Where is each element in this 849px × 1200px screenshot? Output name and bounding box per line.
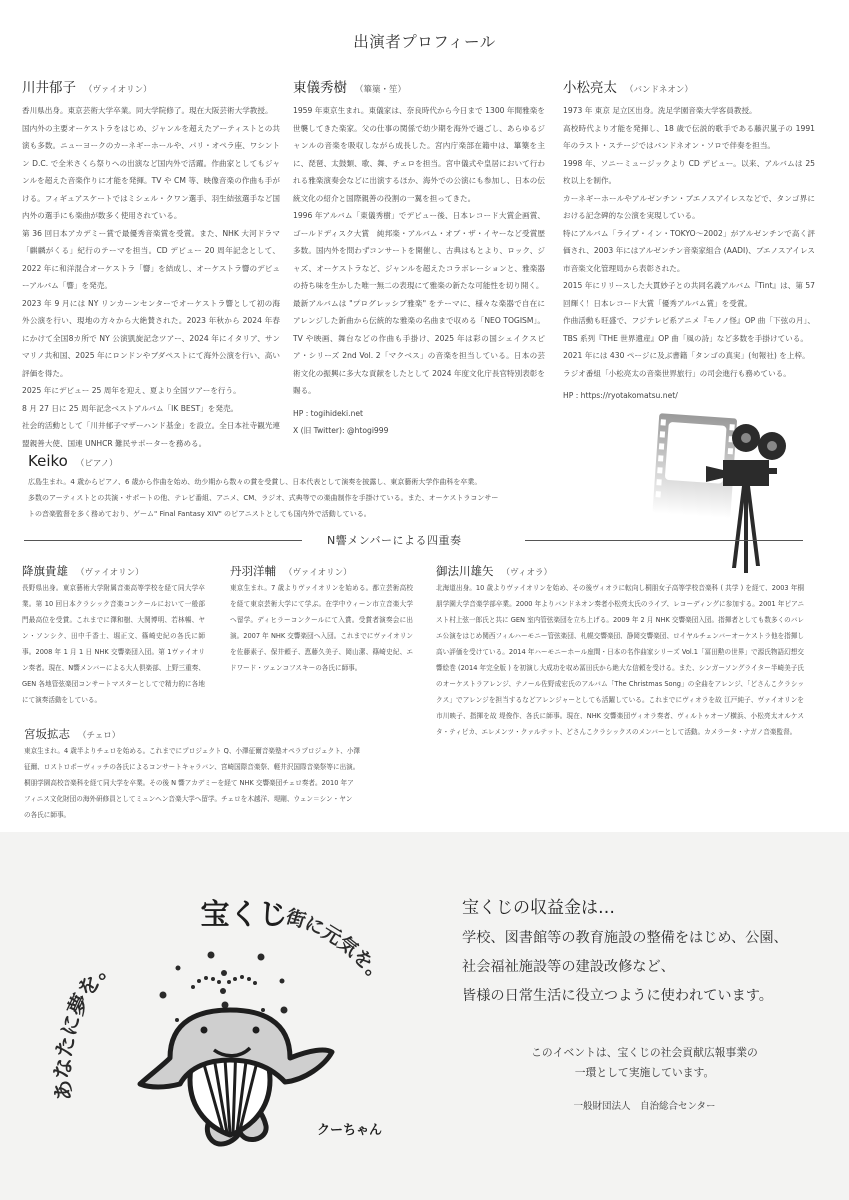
bio-line: 征爾、ロストロポーヴィッチの各氏によるコンサートキャラバン、宮崎国際音楽祭、軽井沢国際音楽祭等に出演。 bbox=[24, 763, 360, 771]
quartet-title: N響メンバーによる四重奏 bbox=[327, 534, 462, 547]
performer-name bbox=[24, 726, 424, 742]
lottery-body-line: 学校、図書館等の教育施設の整備をはじめ、公園、 bbox=[462, 930, 788, 946]
name-text: 川井郁子 bbox=[22, 80, 76, 96]
performer-bio bbox=[22, 102, 280, 452]
lottery-body bbox=[462, 924, 788, 1011]
name-text: 御法川雄矢 bbox=[436, 564, 494, 578]
bio-line: 東京生まれ。4 歳半よりチェロを始める。これまでにプロジェクト Q、小澤征爾音楽塾オペラプロジェクト、小澤 bbox=[24, 747, 361, 755]
bio-line: 広島生まれ。4 歳からピアノ、6 歳から作曲を始め、幼少期から数々の賞を受賞し、日本代表として演奏を披露し、東京藝術大学作曲科を卒業。 bbox=[28, 478, 482, 486]
organization-name: 一般財団法人 自治総合センター bbox=[573, 1101, 716, 1112]
instrument-label: （ピアノ） bbox=[75, 459, 118, 469]
bio-paragraph: 2023 年 9 月には NY リンカーンセンターでオーケストラ響として初の海外公演を行い、現地の方々から大絶賛された。2023 年秋から 2024 年春にかけて全国8カ所で NY 公演凱旋記念ツアー、2024 年にイタリア、サンマリノ共和国、2025 年にロンドンやブダペストにて海外公演を行い、高い評価を得た。 bbox=[22, 298, 280, 378]
bio-line: 多数のアーティストとの共演・サポートの他、テレビ番組、アニメ、CM、ラジオ、式典等での楽曲制作を手掛けている。また、オーケストラコンサー bbox=[28, 494, 499, 503]
performer-name bbox=[563, 76, 815, 96]
lottery-note bbox=[440, 1043, 849, 1083]
profile-togi bbox=[293, 76, 545, 439]
performer-bio bbox=[24, 743, 424, 823]
performer-links bbox=[563, 387, 815, 404]
performer-name bbox=[28, 452, 628, 470]
bio-paragraph: 2021 年には 430 ページに及ぶ書籍「タンゴの真実」(旬報社) を上梓。 bbox=[563, 351, 810, 360]
profile-kawai bbox=[22, 76, 280, 452]
page-title: 出演者プロフィール bbox=[353, 33, 496, 51]
name-text: 宮坂拡志 bbox=[24, 727, 70, 741]
name-text: 東儀秀樹 bbox=[293, 80, 347, 96]
instrument-label: （バンドネオン） bbox=[625, 85, 693, 95]
bio-paragraph: 特にアルバム「ライブ・イン・TOKYO～2002」がアルゼンチンで高く評価され、2003 年にはアルゼンチン音楽家組合 (AADI)、ブエノスアイレス市音楽文化管理局から表彰された。 bbox=[563, 228, 815, 273]
performer-bio bbox=[22, 580, 205, 708]
bio-paragraph: 1998 年、ソニーミュージックより CD デビュー。以来、アルバムは 25 枚以上を制作。 bbox=[563, 158, 815, 185]
homepage-link[interactable]: HP : togihideki.net bbox=[293, 408, 364, 418]
bio-paragraph: 2015 年にリリースした大貫妙子との共同名義アルバム『Tint』は、第 57 回輝く！日本レコード大賞「優秀アルバム賞」を受賞。 bbox=[563, 281, 815, 308]
bio-paragraph: 高校時代より才能を発揮し、18 歳で伝説的歌手である藤沢嵐子の 1991 年のラスト・ステージではバンドネオン・ソロで伴奏を担当。 bbox=[563, 123, 815, 150]
name-text: 降旗貴雄 bbox=[22, 564, 68, 578]
profile-niwa bbox=[230, 563, 413, 676]
bio-line: トの音楽監督を多く務めており、ゲーム" Final Fantasy XIV" のピアニストとしても国内外で活動している。 bbox=[28, 510, 371, 519]
bio-paragraph: 長野県出身。東京藝術大学附属音楽高等学校を経て同大学卒業。第 10 回日本クラシック音楽コンクールにおいて一般部門最高位を受賞。これまでに澤和樹、大関博明、若林暢、ヤン・ソンシク、田中千香士、堀正文、篠崎史紀の各氏に師事。2008 年 1 月 1 日 NHK 交響楽団入団。第 1ヴァイオリン奏者。現在、N響メンバーによる大人倶楽部、上野三重奏、GEN 各地管弦楽団コンサートマスターとしてで精力的に各地にて演奏活動をしている。 bbox=[22, 584, 205, 704]
bio-paragraph: 1996 年アルバム「東儀秀樹」でデビュー後、日本レコード大賞企画賞、ゴールドディスク大賞 純邦楽・アルバム・オブ・ザ・イヤーなど受賞歴多数。国内外を問わずコンサートを開催し、古典はもとより、ロック、ジャズ、オーケストラなど、ジャンルを超えたコラボレーションと、雅楽器の持ち味を生かした唯一無二の表現にて雅楽の新たな可能性を切り開く。 bbox=[293, 211, 545, 290]
performer-bio bbox=[28, 474, 628, 522]
bio-paragraph: 1959 年東京生まれ。東儀家は、奈良時代から今日まで 1300 年間雅楽を世襲してきた楽家。父の仕事の関係で幼少期を海外で過ごし、あらゆるジャンルの音楽を吸収しながら成長した。宮内庁楽部在籍中は、篳篥を主に、琵琶、太鼓類、歌、舞、チェロを担当。宮中儀式や皇居において行われる雅楽演奏会などに出演するほか、海外での公演にも参加し、日本の伝統文化の紹介と国際親善の役割の一翼を担ってきた。 bbox=[293, 106, 545, 203]
bio-paragraph: 最新アルバムは "プログレッシブ雅楽" をテーマに、様々な楽器で自在にアレンジした新曲から伝統的な雅楽の名曲まで収める「NEO TOGISM」。TV や映画、舞台などの作曲も手掛け、2025 年は彩の国シェイクスピア・シリーズ 2nd Vol. 2「マクベス」の音楽を担当している。日本の芸術文化の振興に多大な貢献をしたとして 2024 年度文化庁長官特別表彰を賜る。 bbox=[293, 298, 545, 395]
bio-paragraph: 1973 年 東京 足立区出身。洗足学園音楽大学客員教授。 bbox=[563, 106, 757, 115]
bio-line: の各氏に師事。 bbox=[24, 811, 71, 819]
lottery-heading: 宝くじの収益金は… bbox=[462, 898, 615, 918]
instrument-label: （チェロ） bbox=[78, 731, 121, 741]
performer-name bbox=[22, 76, 280, 96]
instrument-label: （ヴァイオリン） bbox=[76, 568, 144, 578]
name-text: 丹羽洋輔 bbox=[230, 564, 276, 578]
mascot-name: クーちゃん bbox=[317, 1123, 383, 1138]
bio-line: フィニス文化財団の海外研修員としてミュンヘン音楽大学へ留学。チェロを木越洋、堤剛、ウェン＝シン・ヤン bbox=[24, 795, 353, 803]
profile-miyasaka bbox=[24, 726, 424, 823]
bio-paragraph: カーネギーホールやアルゼンチン・ブエノスアイレスなどで、タンゴ界における記念碑的な公演を実現している。 bbox=[563, 193, 815, 220]
name-text: 小松亮太 bbox=[563, 80, 617, 96]
performer-name bbox=[293, 76, 545, 96]
performer-bio bbox=[563, 102, 815, 382]
instrument-label: （篳篥・笙） bbox=[355, 85, 407, 95]
performer-bio bbox=[436, 580, 804, 740]
performer-name bbox=[22, 563, 205, 579]
bio-paragraph: 社会的活動として「川井郁子マザーハンド基金」を設立。全日本社寺観光連盟親善大使、国連 UNHCR 難民サポーターを務める。 bbox=[22, 421, 280, 448]
profile-minorikawa bbox=[436, 563, 804, 740]
instrument-label: （ヴァイオリン） bbox=[284, 568, 352, 578]
bio-paragraph: 8 月 27 日に 25 周年記念ベストアルバム「IK BEST」を発売。 bbox=[22, 403, 239, 413]
homepage-link[interactable]: HP : https://ryotakomatsu.net/ bbox=[563, 391, 678, 400]
lottery-note-line: このイベントは、宝くじの社会貢献広報事業の bbox=[531, 1046, 758, 1059]
slogan-right: 街に元気を。 bbox=[283, 905, 391, 989]
bio-line: 桐朋学園高校音楽科を経て同大学を卒業。その後 N 響アカデミーを経て NHK 交響楽団チェロ奏者。2010 年ア bbox=[24, 779, 354, 787]
profile-furihata bbox=[22, 563, 205, 708]
bio-paragraph: 作曲活動も旺盛で、フジテレビ系アニメ『モノノ怪』OP 曲「下弦の月」、TBS 系列『THE 世界遺産』OP 曲「風の詩」など多数を手掛けている。 bbox=[563, 316, 815, 343]
lottery-body-line: 社会福祉施設等の建設改修など、 bbox=[462, 959, 675, 975]
film-projector-illustration bbox=[648, 408, 828, 580]
performer-bio bbox=[230, 580, 413, 676]
performer-name bbox=[230, 563, 413, 579]
performer-name bbox=[436, 563, 804, 579]
bio-paragraph: 北海道出身。10 歳よりヴァイオリンを始め、その後ヴィオラに転向し桐朋女子高等学校音楽科 ( 共学 ) を経て、2003 年桐朋学園大学音楽学部卒業。2000 年よりバンドネオン奏者小松亮太氏のライブ、レコーディングに参加する。2001 年ピアニスト村上弦一郎氏と共に GEN 室内管弦楽団を立ち上げる。2009 年 2 月 NHK 交響楽団入団。指揮者としても数多くのバレエ公演をはじめ関西フィルハーモニー管弦楽団、札幌交響楽団、静岡交響楽団、ロイヤルチェンバーオーケストラ他を指揮し高い評価を受けている。2014 年ハーモニーホール座間・日本の名作曲家シリーズ Vol.1「冨田勲の世界」で源氏物語幻想交響絵巻 (2014 年完全版 ) を初演し大成功を収め冨田氏から絶大な信頼を受ける。また、シンガーソングライター半崎美子氏のオーケストラアレンジ、テノール佐野成宏氏のアルバム「The Christmas Song」の全曲をアレンジ、「どさんこクラシックス」でアレンジを担当するなどアレンジャーとしても活躍している。これまでにヴィオラを故 江戸純子、ヴァイオリンを市川映子、指揮を故 堤俊作、各氏に師事。現在、NHK 交響楽団ヴィオラ奏者、ヴィルトゥオーゾ横浜、小松亮太オルケスタ・ティピカ、エレメンツ・クァルテット、どさんこクラシックスのメンバーとして活動。カメラータ・ナガノ音楽監督。 bbox=[436, 584, 804, 736]
performer-bio bbox=[293, 102, 545, 400]
profile-keiko bbox=[28, 452, 628, 522]
lottery-body-line: 皆様の日常生活に役立つように使われています。 bbox=[462, 988, 773, 1004]
takarakuji-mascot-logo bbox=[40, 870, 420, 1170]
bio-paragraph: ラジオ番組「小松亮太の音楽世界旅行」の司会進行も務めている。 bbox=[563, 368, 791, 378]
bio-paragraph: 東京生まれ。7 歳よりヴァイオリンを始める。都立芸術高校を経て東京芸術大学にて学ぶ。在学中ウィーン市立音楽大学へ留学。ディヒラーコンクールにて入賞。受賞者演奏会に出演。2007 年 NHK 交響楽団へ入団。これまでにヴァイオリンを佐藤素子、保井頼子、恵藤久美子、岡山潔、篠崎史紀、エドワード・ツェンコフスキーの各氏に師事。 bbox=[230, 584, 413, 672]
bio-paragraph: 第 36 回日本アカデミー賞で最優秀音楽賞を受賞。また、NHK 大河ドラマ「麒麟がくる」紀行のテーマを担当。CD デビュー 20 周年記念として、2022 年に和洋混合オーケストラ「響」を結成し、オーケストラ響のデビューアルバム「響」を発売。 bbox=[22, 228, 280, 290]
divider-right bbox=[525, 540, 803, 541]
performer-links bbox=[293, 405, 545, 439]
profile-komatsu bbox=[563, 76, 815, 404]
slogan-center: 宝くじ bbox=[200, 897, 288, 931]
instrument-label: （ヴィオラ） bbox=[501, 568, 552, 578]
name-text: Keiko bbox=[28, 452, 68, 470]
divider-left bbox=[24, 540, 302, 541]
lottery-note-line: 一環として実施しています。 bbox=[574, 1066, 715, 1079]
slogan-left: あなたに夢を。 bbox=[50, 952, 119, 1102]
bio-paragraph: 香川県出身。東京芸術大学卒業。同大学院修了。現在大阪芸術大学教授。 bbox=[22, 106, 273, 115]
twitter-link[interactable]: X (旧 Twitter): @htogi999 bbox=[293, 425, 389, 435]
instrument-label: （ヴァイオリン） bbox=[84, 85, 152, 95]
whale-mascot-icon bbox=[140, 1010, 332, 1144]
bio-paragraph: 国内外の主要オーケストラをはじめ、ジャンルを超えたアーティストとの共演も多数。ニューヨークのカーネギーホールや、パリ・オペラ座、ワシントン D.C. で全米さくら祭りへの出演など国内外で活躍。作曲家としてもジャンルを超えた音楽作りに才能を発揮。TV や CM 等、映像音楽の作曲も手がける。フィギュアスケートではミシェル・クワン選手、羽生結弦選手など国内外の選手にも楽曲が数多く使用されている。 bbox=[22, 123, 280, 220]
bio-paragraph: 2025 年にデビュー 25 周年を迎え、夏より全国ツアーを行う。 bbox=[22, 386, 241, 395]
